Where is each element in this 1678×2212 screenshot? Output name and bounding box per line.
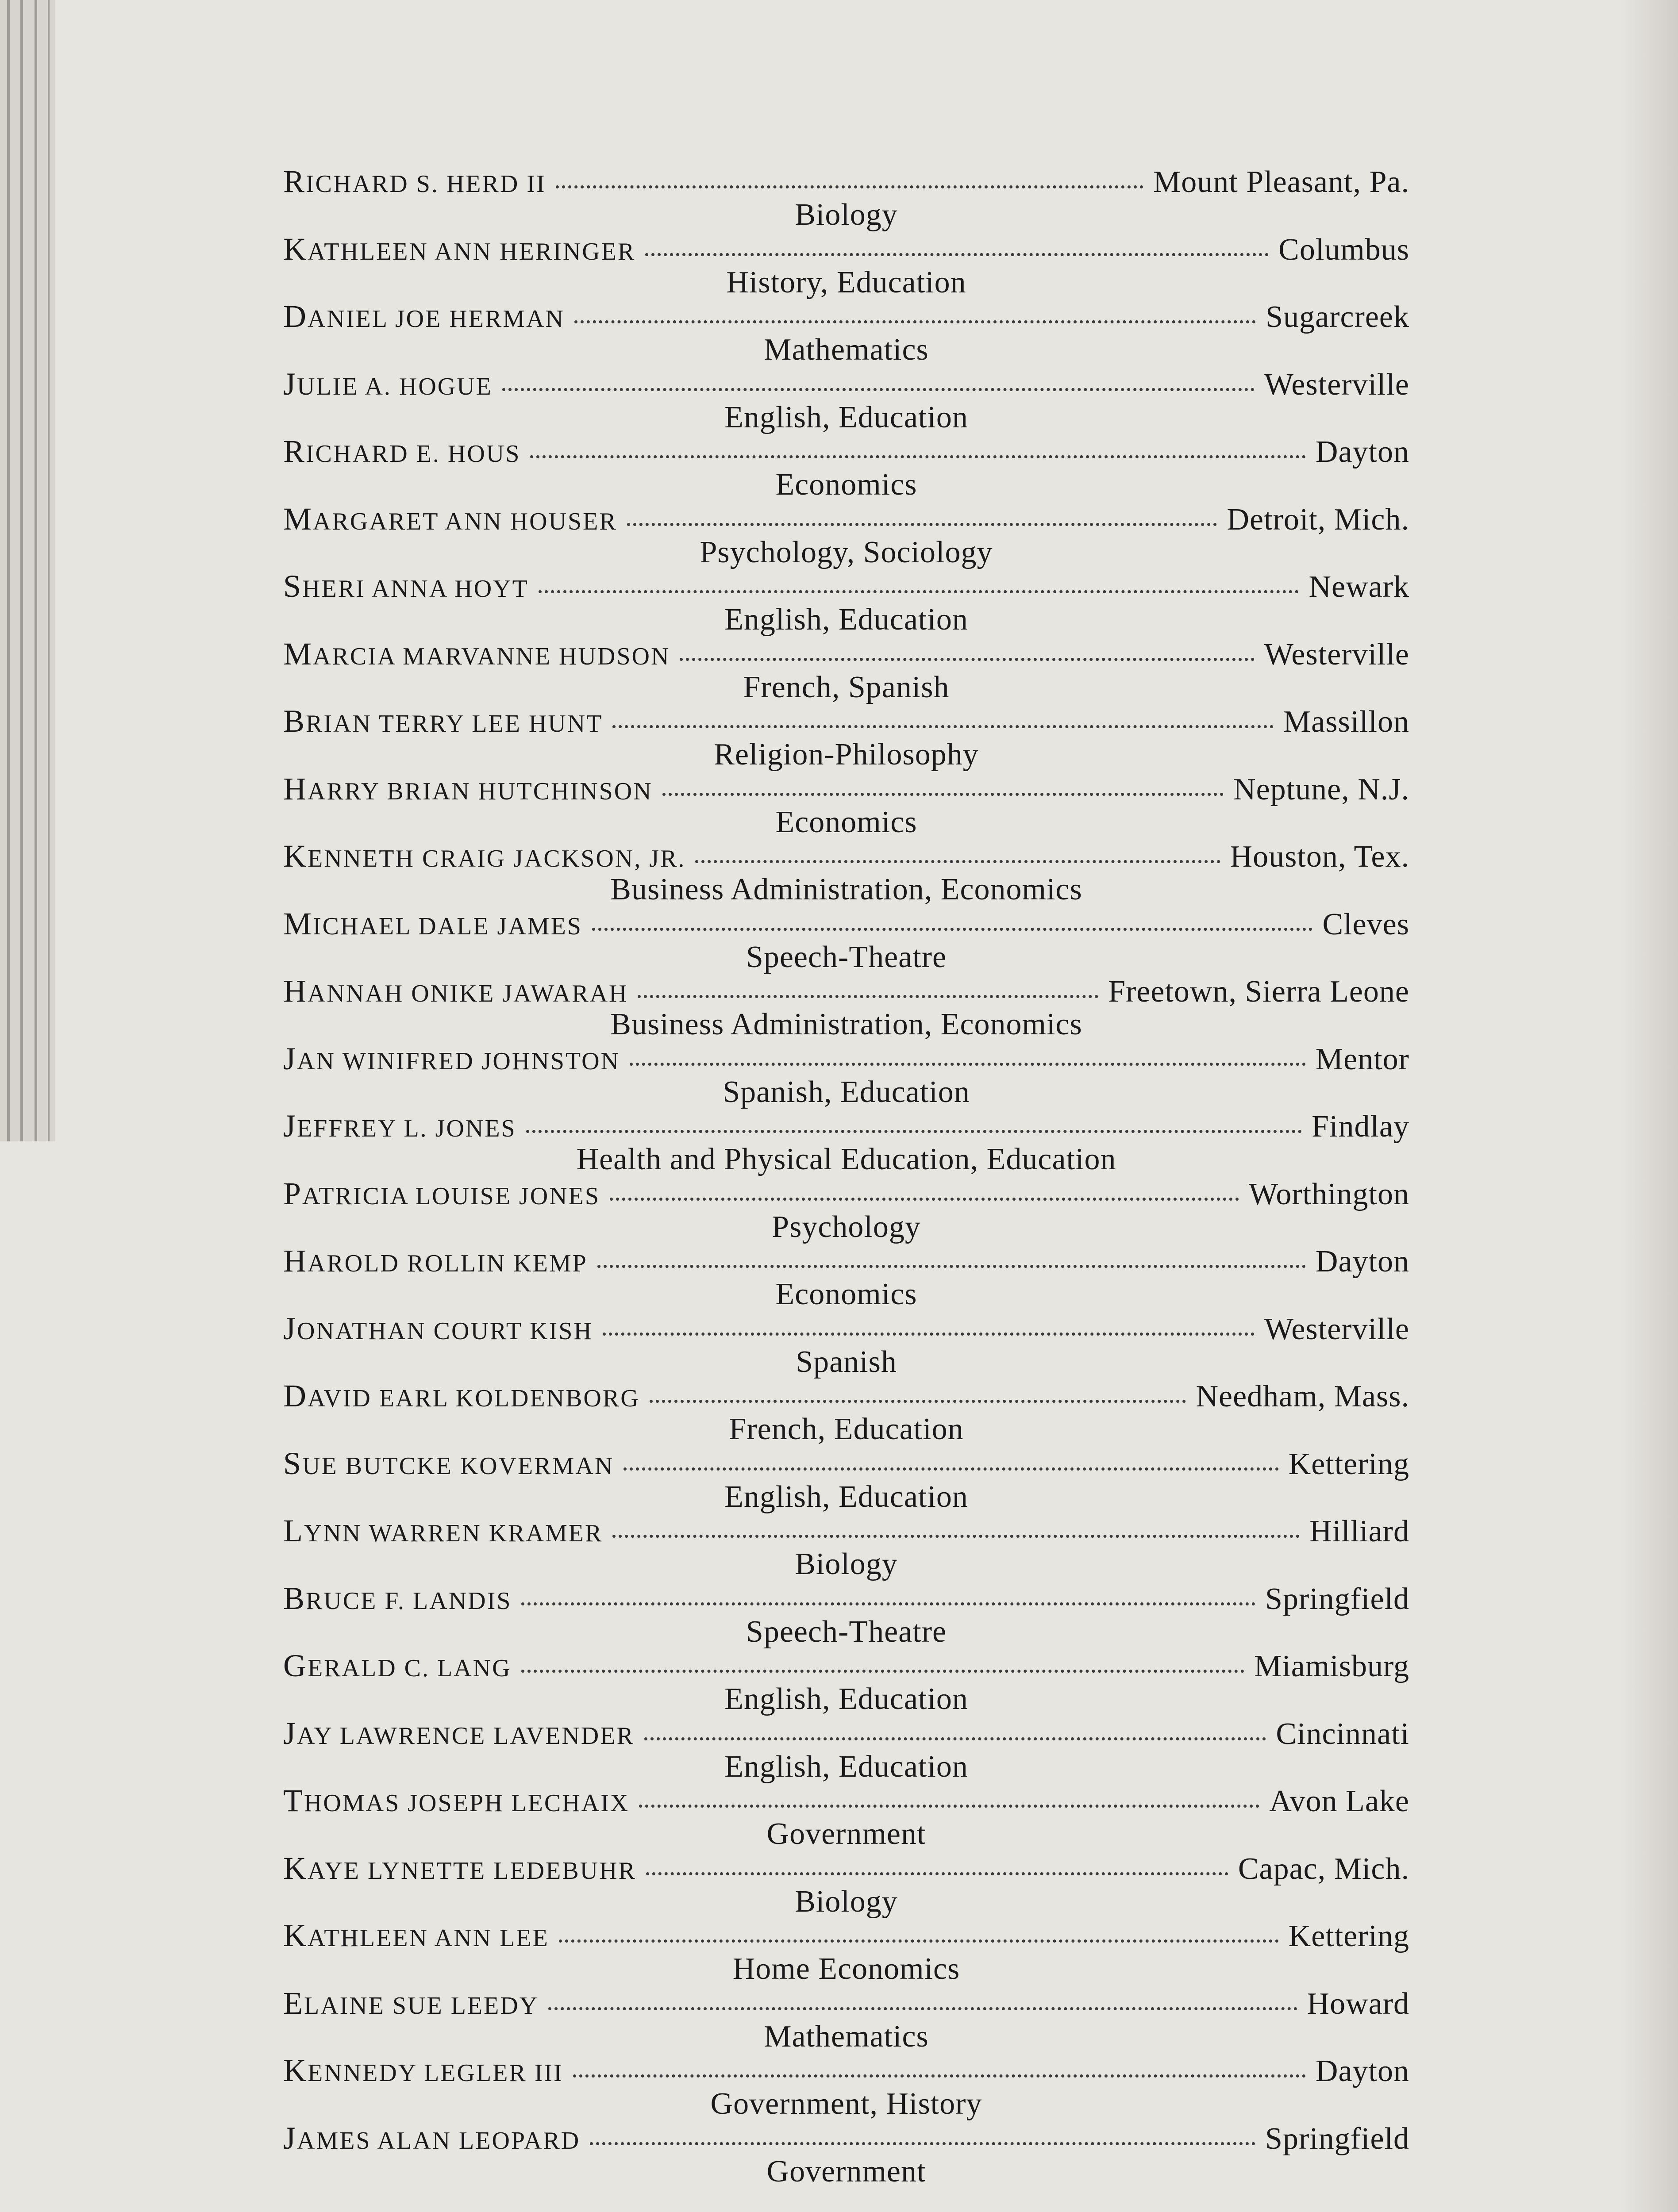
major: English, Education (724, 1479, 968, 1514)
name-line (283, 838, 1409, 874)
hometown: Springfield (1265, 1582, 1409, 1616)
graduate-name: KENNETH CRAIG JACKSON, JR. (283, 838, 686, 874)
dot-leader (548, 2007, 1297, 2010)
graduate-name: RICHARD E. HOUS (283, 434, 521, 469)
list-item (283, 1176, 1409, 1244)
list-item (283, 1783, 1409, 1851)
major: Biology (795, 1547, 898, 1581)
graduate-name: BRIAN TERRY LEE HUNT (283, 703, 603, 739)
list-item (283, 164, 1409, 231)
list-item (283, 1311, 1409, 1379)
hometown: Mentor (1315, 1042, 1409, 1076)
name-line (283, 1243, 1409, 1279)
major: Business Administration, Economics (610, 1007, 1082, 1041)
binding-rule (20, 0, 23, 1141)
list-item (283, 501, 1409, 569)
dot-leader (526, 1130, 1302, 1133)
name-line (283, 636, 1409, 672)
list-item (283, 1243, 1409, 1311)
major: Business Administration, Economics (610, 872, 1082, 906)
list-item (283, 1513, 1409, 1581)
list-item (283, 231, 1409, 299)
dot-leader (662, 793, 1224, 796)
hometown: Dayton (1315, 2054, 1409, 2088)
list-item (283, 1581, 1409, 1648)
dot-leader (603, 1333, 1255, 1336)
page-edge-shadow (1620, 0, 1678, 2212)
hometown: Dayton (1315, 1244, 1409, 1279)
dot-leader (695, 860, 1220, 863)
hometown: Capac, Mich. (1238, 1851, 1409, 1886)
list-item (283, 366, 1409, 434)
major: English, Education (724, 603, 968, 637)
graduate-name: MARGARET ANN HOUSER (283, 501, 617, 537)
major: Economics (775, 468, 917, 502)
major: Biology (795, 1884, 898, 1919)
graduate-name: JAMES ALAN LEOPARD (283, 2120, 581, 2156)
name-line (283, 771, 1409, 806)
dot-leader (521, 1602, 1255, 1605)
dot-leader (680, 658, 1255, 661)
graduate-name: DAVID EARL KOLDENBORG (283, 1378, 640, 1413)
dot-leader (630, 1063, 1306, 1066)
hometown: Freetown, Sierra Leone (1108, 975, 1409, 1009)
dot-leader (521, 1670, 1245, 1673)
name-line (283, 1108, 1409, 1144)
list-item (283, 1985, 1409, 2053)
name-line (283, 906, 1409, 941)
hometown: Howard (1307, 1986, 1409, 2021)
binding-rule (48, 0, 50, 1141)
hometown: Hilliard (1309, 1514, 1409, 1548)
graduate-name: KENNEDY LEGLER III (283, 2053, 563, 2088)
major: Health and Physical Education, Education (576, 1142, 1116, 1176)
name-line (283, 1716, 1409, 1751)
dot-leader (638, 995, 1098, 998)
dot-leader (573, 2074, 1306, 2078)
hometown: Avon Lake (1269, 1784, 1409, 1818)
graduate-name: SUE BUTCKE KOVERMAN (283, 1445, 614, 1481)
hometown: Findlay (1312, 1110, 1409, 1144)
major: Government (766, 2154, 926, 2189)
name-line (283, 1446, 1409, 1481)
dot-leader (646, 1872, 1228, 1875)
hometown: Sugarcreek (1266, 300, 1409, 334)
name-line (283, 1783, 1409, 1818)
list-item (283, 906, 1409, 974)
list-item (283, 771, 1409, 839)
graduate-name: GERALD C. LANG (283, 1648, 512, 1683)
name-line (283, 164, 1409, 199)
hometown: Miamisburg (1254, 1649, 1409, 1683)
hometown: Massillon (1283, 705, 1409, 739)
name-line (283, 1513, 1409, 1548)
major: Psychology (772, 1210, 921, 1244)
graduate-name: ELAINE SUE LEEDY (283, 1985, 539, 2021)
hometown: Mount Pleasant, Pa. (1153, 165, 1409, 199)
binding-rule (35, 0, 37, 1141)
major: Spanish, Education (723, 1075, 970, 1109)
hometown: Springfield (1265, 2121, 1409, 2156)
dot-leader (574, 320, 1256, 323)
major: Economics (775, 1277, 917, 1311)
dot-leader (627, 523, 1217, 526)
name-line (283, 1985, 1409, 2021)
dot-leader (612, 725, 1273, 728)
dot-leader (644, 1737, 1266, 1740)
graduate-name: JEFFREY L. JONES (283, 1108, 516, 1144)
graduate-name: HARRY BRIAN HUTCHINSON (283, 771, 653, 806)
list-item (283, 1918, 1409, 1985)
graduate-name: RICHARD S. HERD II (283, 164, 546, 199)
name-line (283, 1581, 1409, 1616)
list-item (283, 299, 1409, 366)
list-item (283, 636, 1409, 704)
major: Government, History (710, 2087, 982, 2121)
list-item (283, 1378, 1409, 1446)
name-line (283, 299, 1409, 334)
list-item (283, 1648, 1409, 1716)
list-item (283, 838, 1409, 906)
graduate-name: THOMAS JOSEPH LECHAIX (283, 1783, 630, 1818)
name-line (283, 231, 1409, 267)
graduate-name: JULIE A. HOGUE (283, 366, 493, 402)
graduate-name: KAYE LYNETTE LEDEBUHR (283, 1850, 636, 1886)
graduate-list (283, 164, 1409, 2188)
dot-leader (559, 1939, 1279, 1943)
hometown: Newark (1309, 570, 1409, 604)
dot-leader (530, 455, 1306, 458)
list-item (283, 568, 1409, 636)
major: History, Education (726, 265, 966, 300)
name-line (283, 703, 1409, 739)
graduate-name: DANIEL JOE HERMAN (283, 299, 565, 334)
hometown: Westerville (1264, 367, 1409, 402)
name-line (283, 1041, 1409, 1076)
dot-leader (623, 1467, 1278, 1471)
graduate-name: KATHLEEN ANN HERINGER (283, 231, 636, 267)
graduate-name: HANNAH ONIKE JAWARAH (283, 973, 628, 1009)
dot-leader (556, 185, 1143, 188)
graduate-name: MARCIA MARVANNE HUDSON (283, 636, 670, 672)
list-item (283, 1851, 1409, 1918)
binding-edge (0, 0, 55, 1141)
list-item (283, 2120, 1409, 2188)
dot-leader (502, 388, 1255, 391)
major: Religion-Philosophy (714, 737, 979, 772)
major: English, Education (724, 1749, 968, 1784)
list-item (283, 1446, 1409, 1513)
hometown: Westerville (1264, 637, 1409, 672)
dot-leader (592, 928, 1313, 931)
list-item (283, 703, 1409, 771)
major: French, Education (729, 1412, 964, 1446)
graduate-name: JAN WINIFRED JOHNSTON (283, 1041, 620, 1076)
major: French, Spanish (743, 670, 950, 704)
dot-leader (645, 253, 1269, 256)
name-line (283, 2120, 1409, 2156)
name-line (283, 501, 1409, 537)
list-item (283, 434, 1409, 501)
dot-leader (612, 1535, 1300, 1538)
major: Psychology, Sociology (700, 535, 993, 569)
hometown: Columbus (1278, 232, 1409, 267)
major: Spanish (796, 1344, 897, 1379)
major: Biology (795, 198, 898, 232)
major: Mathematics (764, 2019, 929, 2054)
list-item (283, 1108, 1409, 1176)
hometown: Needham, Mass. (1196, 1379, 1409, 1413)
name-line (283, 434, 1409, 469)
graduate-name: JAY LAWRENCE LAVENDER (283, 1715, 635, 1751)
name-line (283, 1176, 1409, 1211)
dot-leader (590, 2142, 1255, 2145)
name-line (283, 1378, 1409, 1413)
dot-leader (539, 590, 1299, 593)
major: Home Economics (732, 1952, 960, 1986)
graduate-name: SHERI ANNA HOYT (283, 568, 529, 604)
graduate-name: PATRICIA LOUISE JONES (283, 1175, 600, 1211)
name-line (283, 568, 1409, 604)
hometown: Worthington (1248, 1177, 1409, 1211)
graduate-name: BRUCE F. LANDIS (283, 1580, 512, 1616)
hometown: Dayton (1315, 435, 1409, 469)
graduate-name: KATHLEEN ANN LEE (283, 1918, 549, 1953)
major: Speech-Theatre (746, 1614, 947, 1649)
hometown: Kettering (1288, 1919, 1409, 1953)
list-item (283, 973, 1409, 1041)
major: Speech-Theatre (746, 940, 947, 974)
graduate-name: LYNN WARREN KRAMER (283, 1513, 603, 1548)
dot-leader (650, 1400, 1186, 1403)
dot-leader (597, 1265, 1306, 1268)
major: English, Education (724, 1682, 968, 1716)
dot-leader (639, 1805, 1259, 1808)
binding-rule (7, 0, 10, 1141)
name-line (283, 1851, 1409, 1886)
name-line (283, 973, 1409, 1009)
name-line (283, 1918, 1409, 1953)
hometown: Cleves (1322, 907, 1409, 941)
list-item (283, 2053, 1409, 2120)
major: Economics (775, 805, 917, 839)
dot-leader (610, 1198, 1239, 1201)
hometown: Houston, Tex. (1230, 840, 1409, 874)
hometown: Cincinnati (1276, 1717, 1409, 1751)
graduate-name: JONATHAN COURT KISH (283, 1310, 593, 1346)
list-item (283, 1716, 1409, 1783)
major: Mathematics (764, 333, 929, 367)
graduate-name: HAROLD ROLLIN KEMP (283, 1243, 588, 1279)
name-line (283, 2053, 1409, 2088)
list-item (283, 1041, 1409, 1109)
name-line (283, 1311, 1409, 1346)
hometown: Kettering (1288, 1447, 1409, 1481)
major: English, Education (724, 400, 968, 434)
name-line (283, 1648, 1409, 1683)
hometown: Westerville (1264, 1312, 1409, 1346)
name-line (283, 366, 1409, 402)
hometown: Detroit, Mich. (1227, 502, 1409, 537)
major: Government (766, 1817, 926, 1851)
graduate-name: MICHAEL DALE JAMES (283, 906, 582, 941)
hometown: Neptune, N.J. (1233, 772, 1409, 806)
